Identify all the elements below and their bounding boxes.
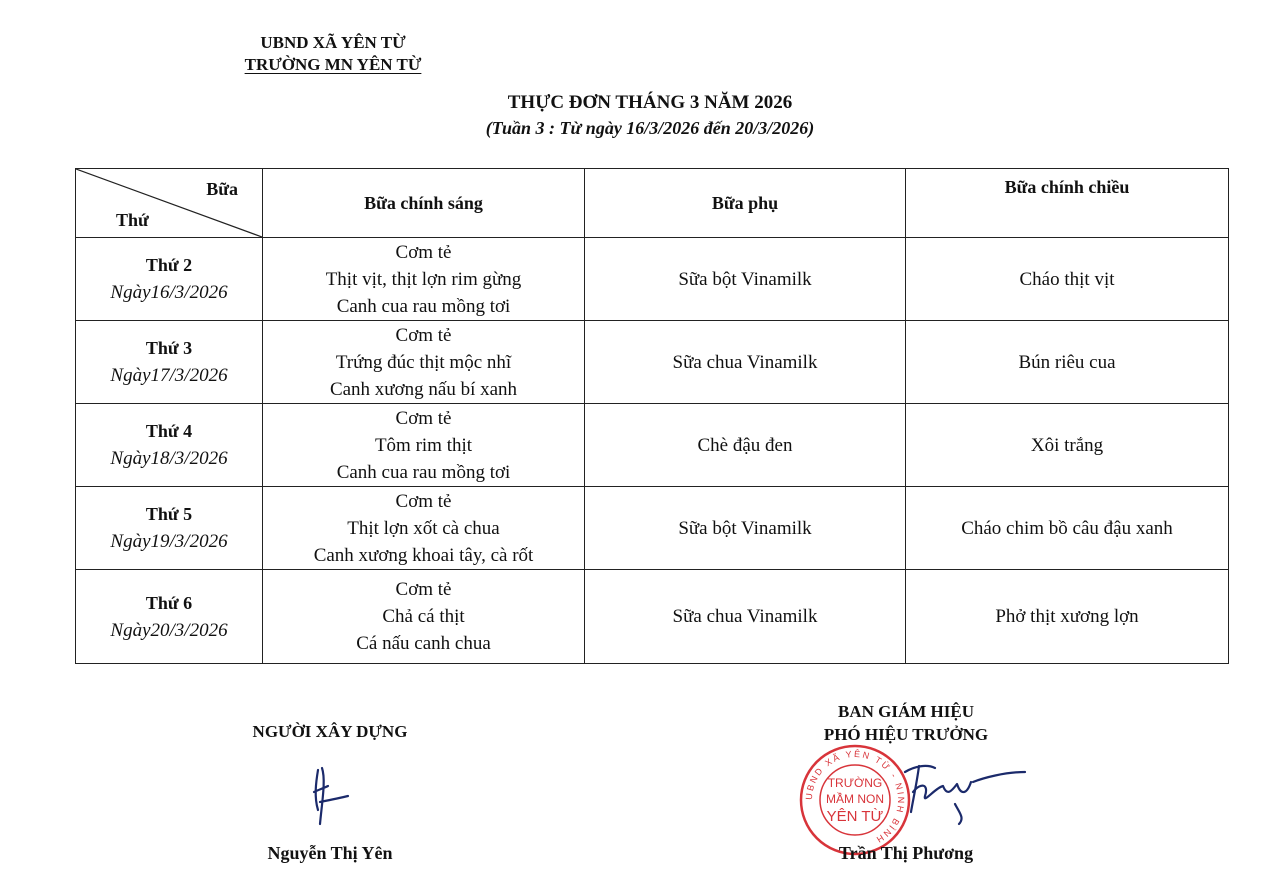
dish: Cơm tẻ bbox=[395, 407, 452, 429]
seal-line-3: YÊN TỪ bbox=[826, 808, 884, 825]
table-row bbox=[76, 321, 1229, 404]
corner-label-meal: Bữa bbox=[206, 179, 238, 199]
snack-cell: Sữa bột Vinamilk bbox=[585, 238, 906, 321]
corner-label-day: Thứ bbox=[116, 210, 149, 230]
dish: Cơm tẻ bbox=[395, 324, 452, 346]
approver-roles bbox=[806, 700, 1006, 746]
day-name: Thứ 5 bbox=[145, 504, 193, 524]
morning-meal-cell bbox=[263, 570, 585, 664]
afternoon-meal-cell: Cháo chim bồ câu đậu xanh bbox=[906, 487, 1229, 570]
column-header-afternoon: Bữa chính chiều bbox=[906, 169, 1229, 238]
afternoon-meal-cell: Bún riêu cua bbox=[906, 321, 1229, 404]
snack-cell: Sữa chua Vinamilk bbox=[585, 321, 906, 404]
builder-signature bbox=[296, 762, 366, 832]
table-row bbox=[76, 404, 1229, 487]
menu-table bbox=[75, 168, 1229, 664]
approver-signature bbox=[895, 752, 1030, 832]
dish: Chả cá thịt bbox=[382, 606, 465, 627]
day-cell bbox=[76, 238, 263, 321]
day-cell bbox=[76, 404, 263, 487]
day-cell bbox=[76, 570, 263, 664]
column-header-morning: Bữa chính sáng bbox=[263, 169, 585, 238]
snack-cell: Chè đậu đen bbox=[585, 404, 906, 487]
org-name: UBND XÃ YÊN TỪ bbox=[260, 33, 406, 52]
corner-cell bbox=[76, 169, 263, 238]
afternoon-meal-cell: Cháo thịt vịt bbox=[906, 238, 1229, 321]
dish: Tôm rim thịt bbox=[374, 434, 473, 456]
dish: Trứng đúc thịt mộc nhĩ bbox=[335, 351, 512, 373]
dish: Canh xương nấu bí xanh bbox=[329, 378, 518, 400]
morning-meal-cell bbox=[263, 404, 585, 487]
morning-meal-cell bbox=[263, 487, 585, 570]
day-date: Ngày19/3/2026 bbox=[110, 531, 228, 552]
day-cell bbox=[76, 321, 263, 404]
dish: Cá nấu canh chua bbox=[356, 633, 491, 654]
dish: Canh cua rau mồng tơi bbox=[336, 295, 511, 317]
table-row bbox=[76, 238, 1229, 321]
table-row bbox=[76, 487, 1229, 570]
morning-meal-cell bbox=[263, 321, 585, 404]
day-name: Thứ 2 bbox=[145, 255, 193, 275]
day-date: Ngày16/3/2026 bbox=[110, 282, 228, 303]
seal-line-2: MẦM NON bbox=[826, 792, 884, 806]
page-title: THỰC ĐƠN THÁNG 3 NĂM 2026 bbox=[507, 92, 793, 113]
dish: Cơm tẻ bbox=[395, 490, 452, 512]
day-name: Thứ 4 bbox=[145, 421, 193, 441]
snack-cell: Sữa bột Vinamilk bbox=[585, 487, 906, 570]
table-row bbox=[76, 570, 1229, 664]
dish: Thịt lợn xốt cà chua bbox=[347, 517, 500, 539]
day-name: Thứ 3 bbox=[145, 338, 193, 358]
day-cell bbox=[76, 487, 263, 570]
dish: Cơm tẻ bbox=[395, 241, 452, 263]
afternoon-meal-cell: Xôi trắng bbox=[906, 404, 1229, 487]
column-header-snack: Bữa phụ bbox=[585, 169, 906, 238]
snack-cell: Sữa chua Vinamilk bbox=[585, 570, 906, 664]
school-name: TRƯỜNG MN YÊN TỪ bbox=[244, 55, 422, 74]
afternoon-meal-cell: Phở thịt xương lợn bbox=[906, 570, 1229, 664]
seal-line-1: TRƯỜNG bbox=[827, 776, 883, 790]
builder-name: Nguyễn Thị Yên bbox=[267, 843, 393, 863]
day-name: Thứ 6 bbox=[145, 592, 193, 613]
vice-principal-title: PHÓ HIỆU TRƯỞNG bbox=[823, 725, 989, 744]
morning-meal-cell bbox=[263, 238, 585, 321]
page-subtitle: (Tuần 3 : Từ ngày 16/3/2026 đến 20/3/2026) bbox=[485, 118, 815, 138]
dish: Canh cua rau mồng tơi bbox=[336, 461, 511, 483]
day-date: Ngày20/3/2026 bbox=[110, 619, 228, 641]
day-date: Ngày18/3/2026 bbox=[110, 448, 228, 469]
dish: Cơm tẻ bbox=[395, 579, 452, 600]
seal-ring-text: UBND XÃ YÊN TỪ - NINH BÌNH bbox=[803, 748, 907, 846]
organization-header bbox=[218, 32, 448, 76]
table-header-row bbox=[76, 169, 1229, 238]
dish: Canh xương khoai tây, cà rốt bbox=[313, 544, 534, 566]
dish: Thịt vịt, thịt lợn rim gừng bbox=[325, 268, 522, 290]
day-date: Ngày17/3/2026 bbox=[110, 365, 228, 386]
approver-name: Trần Thị Phương bbox=[838, 843, 974, 863]
board-title: BAN GIÁM HIỆU bbox=[837, 702, 974, 721]
builder-role: NGƯỜI XÂY DỰNG bbox=[252, 722, 408, 741]
